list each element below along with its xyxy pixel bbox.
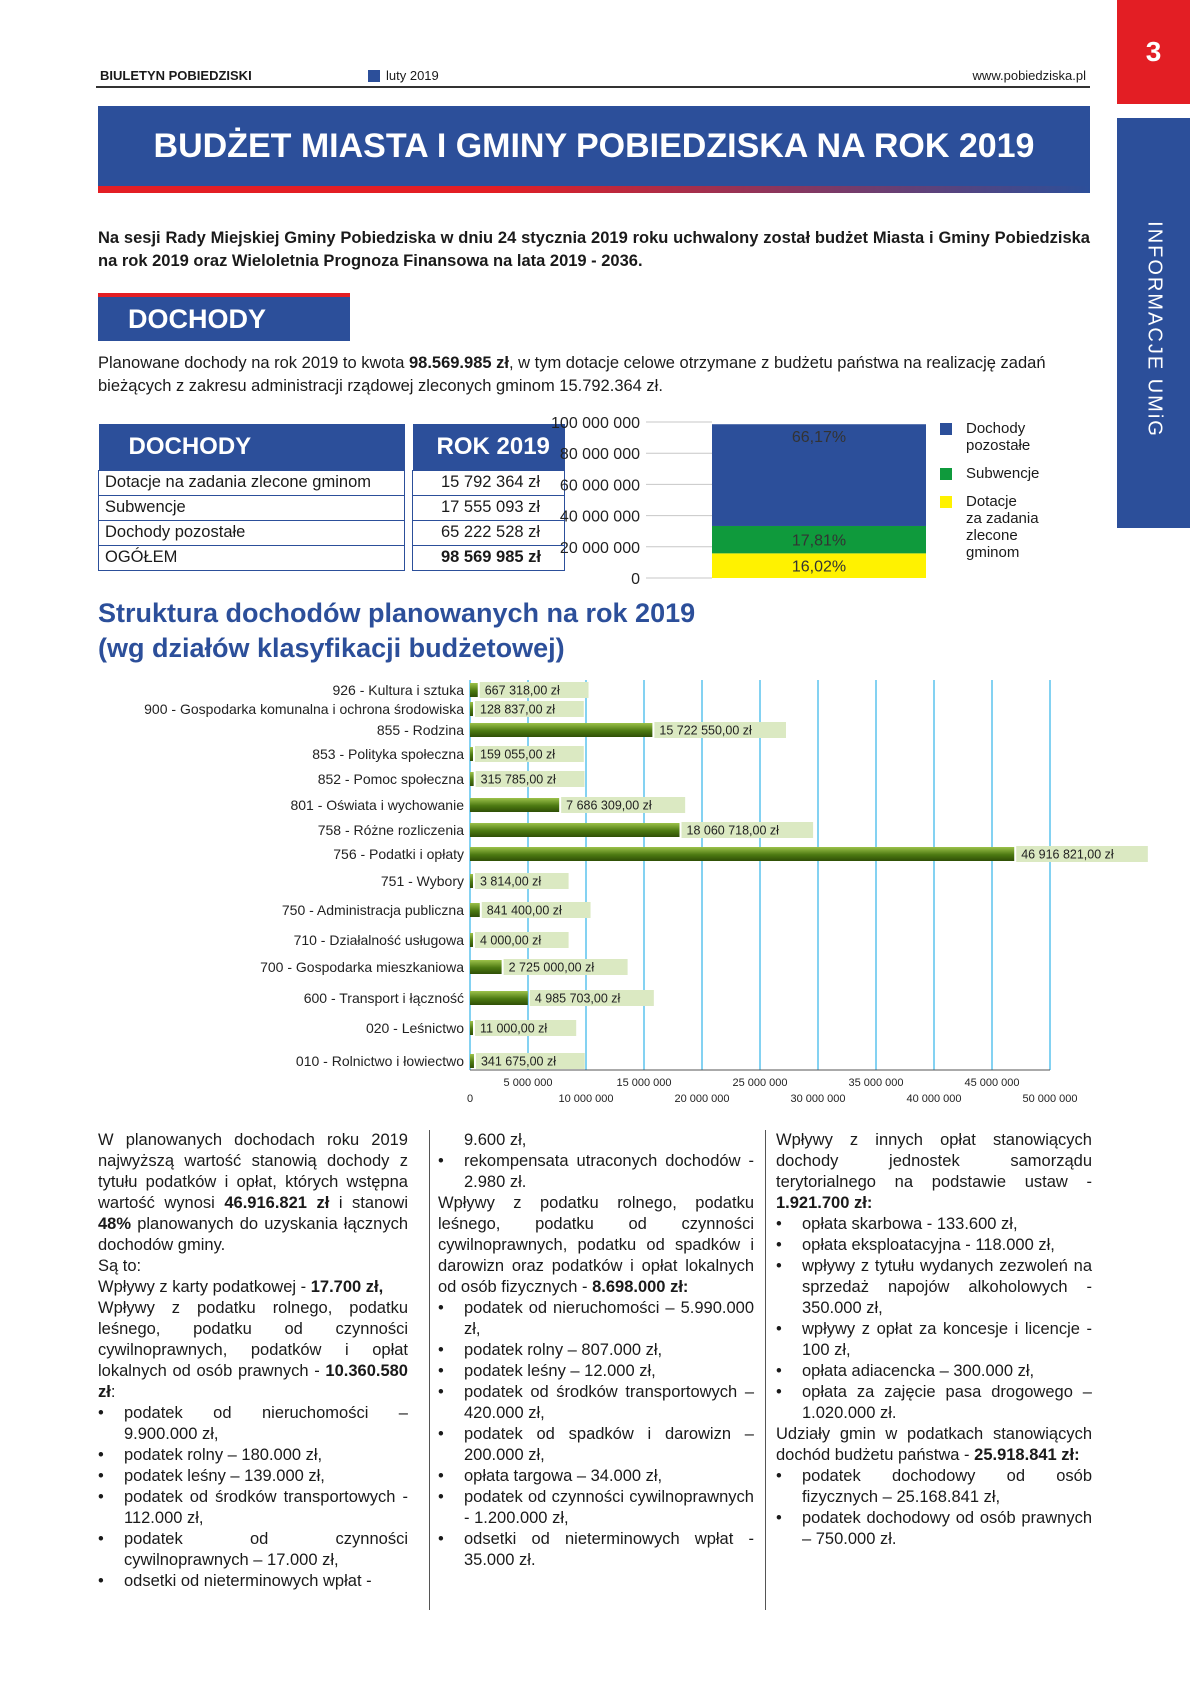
table-row: Subwencje 17 555 093 zł — [99, 495, 565, 520]
data-label: 7 686 309,00 zł — [566, 798, 652, 813]
list-item: • podatek dochodowy od osób fizycznych – 25.168.841 zł, — [776, 1466, 1092, 1508]
list-item: • podatek od spadków i darowizn – 200.000 zł, — [438, 1424, 754, 1466]
category-label: 758 - Różne rozliczenia — [317, 822, 464, 838]
list-item: • podatek od nieruchomości – 5.990.000 zł, — [438, 1298, 754, 1340]
legend-label: zlecone — [966, 527, 1018, 544]
category-label: 010 - Rolnictwo i łowiectwo — [295, 1053, 464, 1069]
list-item: • odsetki od nieterminowych wpłat - — [98, 1571, 408, 1592]
page-header — [96, 66, 1090, 88]
bar — [470, 874, 473, 888]
title-underline — [98, 186, 1090, 193]
category-label: 710 - Działalność usługowa — [293, 932, 464, 948]
y-tick-label: 20 000 000 — [559, 539, 640, 557]
page-number: 3 — [1117, 0, 1190, 104]
bar — [470, 991, 528, 1005]
list-item: • podatek rolny – 807.000 zł, — [438, 1340, 754, 1361]
x-tick-label: 30 000 000 — [790, 1093, 846, 1105]
issue-date: luty 2019 — [386, 68, 439, 83]
publication-name: BIULETYN POBIEDZISKI — [100, 68, 252, 83]
category-label: 750 - Administracja publiczna — [281, 902, 464, 918]
legend-swatch — [940, 496, 952, 508]
data-label: 46 916 821,00 zł — [1021, 847, 1114, 862]
list-item: • podatek leśny – 139.000 zł, — [98, 1466, 408, 1487]
legend-label: gminom — [966, 544, 1020, 561]
y-tick-label: 80 000 000 — [559, 446, 640, 464]
article-column — [776, 1130, 1092, 1550]
list-item: • opłata skarbowa - 133.600 zł, — [776, 1214, 1092, 1235]
paragraph: Wpływy z podatku rolnego, podatku leśnego, podatku od czynności cywilnoprawnych, podatków i opłat lokalnych od osób prawnych - 10.360.580 zł: — [98, 1299, 408, 1401]
x-tick-label: 25 000 000 — [732, 1077, 788, 1089]
x-tick-label: 45 000 000 — [964, 1077, 1020, 1089]
data-label: 341 675,00 zł — [480, 1054, 557, 1069]
bullet-list — [776, 1466, 1092, 1550]
data-label: 128 837,00 zł — [480, 702, 556, 717]
bullet-list — [776, 1214, 1092, 1424]
bar — [470, 1021, 473, 1035]
category-label: 020 - Leśnictwo — [365, 1020, 464, 1036]
x-tick-label: 40 000 000 — [906, 1093, 962, 1105]
category-label: 751 - Wybory — [380, 873, 464, 889]
bar — [470, 747, 473, 761]
table-row: Dotacje na zadania zlecone gminom 15 792 364 zł — [99, 470, 565, 495]
legend-label: Subwencje — [966, 465, 1040, 482]
legend-label: za zadania — [966, 510, 1039, 527]
category-label: 756 - Podatki i opłaty — [333, 846, 464, 862]
paragraph: Wpływy z podatku rolnego, podatku leśnego, podatku od czynności cywilnoprawnych, podatku od spadków i darowizn oraz podatków i opłat lokalnych od osób fizycznych - 8.698.000 zł: — [438, 1194, 754, 1296]
list-item: • odsetki od nieterminowych wpłat - 35.000 zł. — [438, 1529, 754, 1571]
column-divider — [765, 1130, 766, 1610]
bullet-list — [438, 1151, 754, 1193]
income-share-chart — [551, 410, 940, 590]
list-item: • podatek rolny – 180.000 zł, — [98, 1445, 408, 1466]
category-label: 900 - Gospodarka komunalna i ochrona środowiska — [144, 701, 464, 717]
data-label: 841 400,00 zł — [486, 903, 562, 918]
category-label: 600 - Transport i łączność — [303, 990, 464, 1006]
data-label: 3 814,00 zł — [480, 874, 542, 889]
list-item: • wpływy z opłat za koncesje i licencje - 100 zł, — [776, 1319, 1092, 1361]
list-item: • podatek od czynności cywilnoprawnych - 1.200.000 zł, — [438, 1487, 754, 1529]
list-item: • podatek od czynności cywilnoprawnych – 17.000 zł, — [98, 1529, 408, 1571]
data-label: 11 000,00 zł — [480, 1021, 548, 1036]
x-tick-label: 15 000 000 — [616, 1077, 672, 1089]
list-item: • podatek dochodowy od osób prawnych – 750.000 zł. — [776, 1508, 1092, 1550]
x-tick-label: 0 — [466, 1093, 474, 1105]
income-table-header: ROK 2019 — [413, 424, 565, 470]
data-label: 18 060 718,00 zł — [686, 823, 779, 838]
list-item: • opłata eksploatacyjna - 118.000 zł, — [776, 1235, 1092, 1256]
website-link[interactable]: www.pobiedziska.pl — [972, 68, 1086, 83]
section-heading: DOCHODY — [98, 293, 350, 341]
bar — [470, 823, 680, 837]
list-item: • podatek od nieruchomości – 9.900.000 zł, — [98, 1403, 408, 1445]
data-label: 315 785,00 zł — [480, 772, 556, 787]
data-label: 2 725 000,00 zł — [508, 960, 595, 975]
paragraph: Wpływy z innych opłat stanowiących dochody jednostek samorządu terytorialnego na podstawie ustaw - 1.921.700 zł: — [776, 1131, 1092, 1212]
x-tick-label: 10 000 000 — [558, 1093, 614, 1105]
list-item: • opłata targowa – 34.000 zł, — [438, 1466, 754, 1487]
table-row-total: OGÓŁEM 98 569 985 zł — [99, 545, 565, 570]
paragraph: Wpływy z karty podatkowej - 17.700 zł, — [98, 1278, 384, 1296]
data-label: 15 722 550,00 zł — [659, 723, 752, 738]
side-tab-label: INFORMACJE UMiG — [1143, 221, 1165, 438]
list-item: • podatek leśny – 12.000 zł, — [438, 1361, 754, 1382]
section-side-tab — [1117, 118, 1190, 528]
income-structure-chart — [96, 670, 1114, 1120]
bar — [470, 772, 474, 786]
paragraph: Są to: — [98, 1257, 142, 1275]
legend-label: Dotacje — [966, 493, 1017, 510]
category-label: 852 - Pomoc społeczna — [317, 771, 464, 787]
category-label: 926 - Kultura i sztuka — [332, 682, 464, 698]
bullet-list — [98, 1403, 408, 1592]
bullet-list — [438, 1298, 754, 1571]
data-label: 667 318,00 zł — [484, 683, 560, 698]
category-label: 700 - Gospodarka mieszkaniowa — [260, 959, 464, 975]
y-tick-label: 0 — [631, 571, 640, 588]
y-tick-label: 100 000 000 — [551, 415, 640, 432]
x-tick-label: 50 000 000 — [1022, 1093, 1078, 1105]
income-table — [98, 424, 565, 571]
legend-item — [940, 420, 1039, 454]
data-label: 4 000,00 zł — [480, 933, 542, 948]
data-label: 159 055,00 zł — [480, 747, 556, 762]
bar — [470, 960, 502, 974]
paragraph: Udziały gmin w podatkach stanowiących dochód budżetu państwa - 25.918.841 zł: — [776, 1425, 1092, 1464]
legend-label: Dochody — [966, 420, 1026, 437]
bar — [470, 847, 1014, 861]
paragraph: W planowanych dochodach roku 2019 najwyższą wartość stanowią dochody z tytułu podatków i opłat, których wstępna wartość wynosi 46.916.821 zł i stanowi 48% planowanych do uzyskania łącznych dochodów gminy. — [98, 1131, 408, 1254]
legend-label: pozostałe — [966, 437, 1031, 454]
bar — [470, 903, 480, 917]
column-divider — [429, 1130, 430, 1610]
legend-swatch — [940, 423, 952, 435]
category-label: 853 - Polityka społeczna — [312, 746, 464, 762]
x-tick-label: 35 000 000 — [848, 1077, 904, 1089]
bar — [470, 702, 473, 716]
list-item: • podatek od środków transportowych - 112.000 zł, — [98, 1487, 408, 1529]
header-square-icon — [368, 70, 380, 82]
x-tick-label: 20 000 000 — [674, 1093, 730, 1105]
y-tick-label: 60 000 000 — [559, 477, 640, 495]
income-table-header: DOCHODY — [99, 424, 405, 470]
paragraph: 9.600 zł, — [464, 1131, 527, 1149]
y-tick-label: 40 000 000 — [559, 508, 640, 526]
article-column — [438, 1130, 754, 1571]
legend-swatch — [940, 468, 952, 480]
data-label: 17,81% — [791, 532, 847, 550]
lead-paragraph: Planowane dochody na rok 2019 to kwota 98.569.985 zł, w tym dotacje celowe otrzymane z budżetu państwa na realizację zadań bieżących z zakresu administracji rządowej zleconych gminom 15.792.364 zł. — [98, 354, 1046, 395]
chart-title: Struktura dochodów planowanych na rok 2019 (wg działów klasyfikacji budżetowej) — [98, 598, 696, 663]
bar — [470, 1054, 474, 1068]
bar — [470, 683, 478, 697]
data-label: 16,02% — [791, 558, 847, 576]
category-label: 801 - Oświata i wychowanie — [290, 797, 464, 813]
data-label: 4 985 703,00 zł — [534, 991, 621, 1006]
list-item: • podatek od środków transportowych – 420.000 zł, — [438, 1382, 754, 1424]
list-item: • opłata adiacencka – 300.000 zł, — [776, 1361, 1092, 1382]
category-label: 855 - Rodzina — [376, 722, 464, 738]
data-label: 66,17% — [791, 429, 847, 447]
legend-item — [940, 465, 1039, 482]
bar — [470, 723, 652, 737]
list-item: • opłata za zajęcie pasa drogowego – 1.020.000 zł. — [776, 1382, 1092, 1424]
legend-item — [940, 493, 1039, 561]
income-share-legend — [940, 420, 1039, 572]
bar — [470, 798, 559, 812]
page-title: BUDŻET MIASTA I GMINY POBIEDZISKA NA ROK 2019 — [98, 106, 1090, 186]
list-item: • wpływy z tytułu wydanych zezwoleń na sprzedaż napojów alkoholowych - 350.000 zł, — [776, 1256, 1092, 1319]
intro-paragraph: Na sesji Rady Miejskiej Gminy Pobiedziska w dniu 24 stycznia 2019 roku uchwalony został budżet Miasta i Gminy Pobiedziska na rok 2019 oraz Wieloletnia Prognoza Finansowa na lata 2019 - 2036. — [98, 229, 1090, 270]
list-item: • rekompensata utraconych dochodów - 2.980 zł. — [438, 1151, 754, 1193]
bar — [470, 933, 473, 947]
x-tick-label: 5 000 000 — [503, 1077, 553, 1089]
table-row: Dochody pozostałe 65 222 528 zł — [99, 520, 565, 545]
article-column — [98, 1130, 408, 1592]
